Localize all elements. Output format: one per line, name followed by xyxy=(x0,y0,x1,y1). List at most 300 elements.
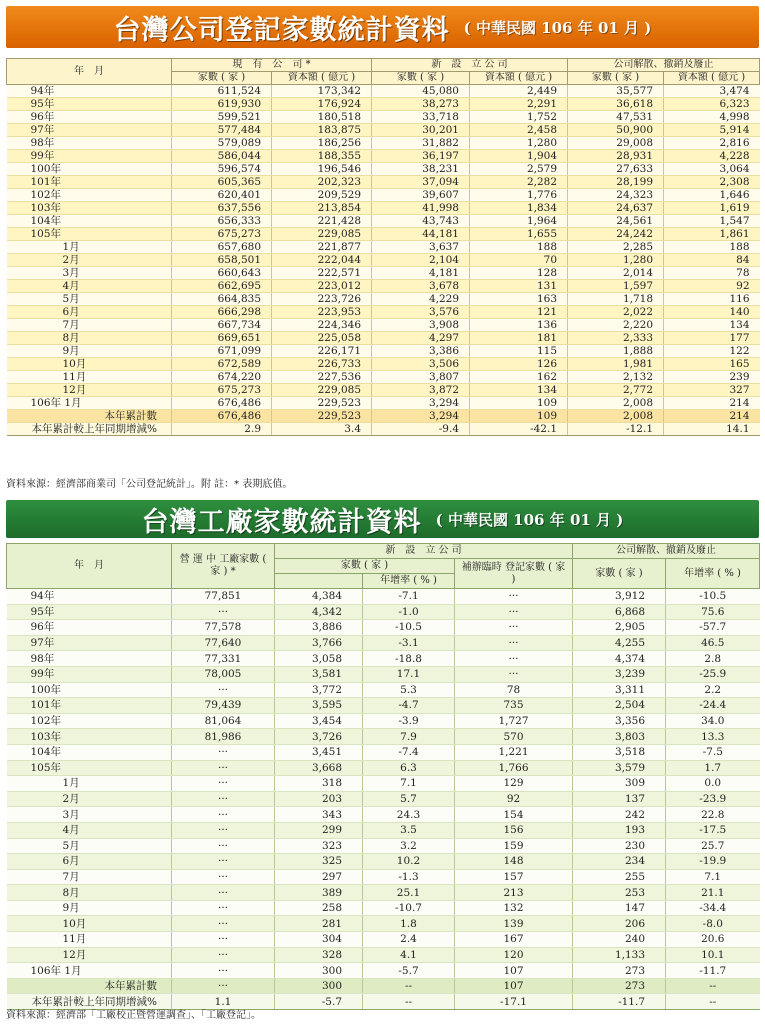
table-cell: 134 xyxy=(664,319,760,332)
table-cell: 4,384 xyxy=(275,589,363,605)
table-row xyxy=(7,666,760,682)
table-cell: ··· xyxy=(172,776,275,792)
table-cell: -7.1 xyxy=(363,589,455,605)
table-row xyxy=(7,176,760,189)
factory-stats-source: 資料來源：經濟部「工廠校正暨營運調查」、「工廠登記」。 xyxy=(6,1010,261,1021)
row-label: 本年累計數 xyxy=(7,978,172,994)
row-label: 5月 xyxy=(7,293,172,306)
table-cell: 273 xyxy=(573,978,666,994)
table-cell: ··· xyxy=(172,838,275,854)
table-cell: 177 xyxy=(664,332,760,345)
row-label: 96年 xyxy=(7,620,172,636)
table-cell: 605,365 xyxy=(172,176,272,189)
table-cell: 2,333 xyxy=(568,332,664,345)
table-cell: 196,546 xyxy=(272,163,372,176)
table-cell: 159 xyxy=(455,838,573,854)
row-label: 94年 xyxy=(7,589,172,605)
table-cell: 28,931 xyxy=(568,150,664,163)
table-cell: 4,297 xyxy=(372,332,470,345)
table-cell: ··· xyxy=(172,947,275,963)
table-cell: 188,355 xyxy=(272,150,372,163)
table-cell: 1,655 xyxy=(470,228,568,241)
table-cell: 253 xyxy=(573,885,666,901)
table-cell: 4,998 xyxy=(664,111,760,124)
row-label: 101年 xyxy=(7,176,172,189)
table-cell: 619,930 xyxy=(172,98,272,111)
row-label: 1月 xyxy=(7,241,172,254)
table-cell: 81,986 xyxy=(172,729,275,745)
table-cell: 17.1 xyxy=(363,666,455,682)
table-row xyxy=(7,267,760,280)
table-cell: 3,058 xyxy=(275,651,363,667)
table-cell: ··· xyxy=(172,869,275,885)
table-cell: -10.5 xyxy=(666,589,760,605)
table-cell: 222,044 xyxy=(272,254,372,267)
table-cell: -3.1 xyxy=(363,635,455,651)
row-label: 6月 xyxy=(7,306,172,319)
table-cell: 579,089 xyxy=(172,137,272,150)
table-cell: ··· xyxy=(455,651,573,667)
table-cell: 5,914 xyxy=(664,124,760,137)
table-cell: 325 xyxy=(275,854,363,870)
table-cell: -11.7 xyxy=(666,963,760,979)
table-cell: 662,695 xyxy=(172,280,272,293)
table-cell: 2.9 xyxy=(172,423,272,436)
table-cell: 3,311 xyxy=(573,682,666,698)
table-cell: 5.7 xyxy=(363,791,455,807)
table-cell: 77,640 xyxy=(172,635,275,651)
table-cell: 2,449 xyxy=(470,85,568,98)
table-cell: 672,589 xyxy=(172,358,272,371)
table-cell: 4,229 xyxy=(372,293,470,306)
table-cell: 1,597 xyxy=(568,280,664,293)
table-row xyxy=(7,854,760,870)
table-cell: 318 xyxy=(275,776,363,792)
table-cell: 664,835 xyxy=(172,293,272,306)
table-cell: 186,256 xyxy=(272,137,372,150)
table-cell: ··· xyxy=(172,932,275,948)
table-row xyxy=(7,163,760,176)
table-cell: 223,953 xyxy=(272,306,372,319)
row-label: 11月 xyxy=(7,371,172,384)
row-label: 2月 xyxy=(7,791,172,807)
header-operating-factories: 營 運 中 工廠家數 ( 家 ) * xyxy=(172,544,275,589)
table-cell: 29,008 xyxy=(568,137,664,150)
table-row xyxy=(7,651,760,667)
table-cell: 3,581 xyxy=(275,666,363,682)
table-cell: 1,280 xyxy=(568,254,664,267)
table-cell: 31,882 xyxy=(372,137,470,150)
table-cell: 7.1 xyxy=(363,776,455,792)
header-count: 家數 ( 家 ) xyxy=(573,559,666,589)
table-row xyxy=(7,620,760,636)
table-cell: -5.7 xyxy=(275,994,363,1010)
row-label: 100年 xyxy=(7,163,172,176)
table-cell: 637,556 xyxy=(172,202,272,215)
row-label: 8月 xyxy=(7,332,172,345)
table-cell: 6,868 xyxy=(573,604,666,620)
row-label: 3月 xyxy=(7,267,172,280)
table-cell: -18.8 xyxy=(363,651,455,667)
table-cell: 229,523 xyxy=(272,397,372,410)
table-cell: 1,280 xyxy=(470,137,568,150)
factory-stats-banner xyxy=(6,500,759,538)
table-cell: 3,803 xyxy=(573,729,666,745)
row-label: 99年 xyxy=(7,666,172,682)
table-cell: 131 xyxy=(470,280,568,293)
table-cell: ··· xyxy=(172,978,275,994)
table-cell: 154 xyxy=(455,807,573,823)
table-row xyxy=(7,760,760,776)
table-cell: 1,766 xyxy=(455,760,573,776)
row-label: 101年 xyxy=(7,698,172,714)
table-cell: -34.4 xyxy=(666,900,760,916)
table-cell: 586,044 xyxy=(172,150,272,163)
table-cell: 1,646 xyxy=(664,189,760,202)
table-cell: 656,333 xyxy=(172,215,272,228)
table-cell: 229,085 xyxy=(272,384,372,397)
row-label: 102年 xyxy=(7,189,172,202)
table-cell: 188 xyxy=(470,241,568,254)
table-cell: 33,718 xyxy=(372,111,470,124)
table-cell: 2,104 xyxy=(372,254,470,267)
table-cell: 13.3 xyxy=(666,729,760,745)
table-cell: 223,012 xyxy=(272,280,372,293)
table-cell: 4,181 xyxy=(372,267,470,280)
table-cell: 674,220 xyxy=(172,371,272,384)
table-cell: 27,633 xyxy=(568,163,664,176)
table-cell: ··· xyxy=(172,604,275,620)
table-cell: 1,776 xyxy=(470,189,568,202)
table-cell: 37,094 xyxy=(372,176,470,189)
table-cell: 25.1 xyxy=(363,885,455,901)
header-capital: 資本額 ( 億元 ) xyxy=(470,72,568,85)
table-row xyxy=(7,776,760,792)
table-cell: 3,772 xyxy=(275,682,363,698)
table-cell: 2,579 xyxy=(470,163,568,176)
table-cell: ··· xyxy=(172,807,275,823)
table-row xyxy=(7,963,760,979)
row-label: 95年 xyxy=(7,98,172,111)
table-row xyxy=(7,822,760,838)
table-cell: 44,181 xyxy=(372,228,470,241)
row-label: 11月 xyxy=(7,932,172,948)
table-row xyxy=(7,869,760,885)
table-cell: 3,239 xyxy=(573,666,666,682)
table-cell: 128 xyxy=(470,267,568,280)
table-cell: 77,331 xyxy=(172,651,275,667)
table-row xyxy=(7,744,760,760)
table-cell: 36,197 xyxy=(372,150,470,163)
table-cell: 28,199 xyxy=(568,176,664,189)
table-cell: 81,064 xyxy=(172,713,275,729)
table-cell: 116 xyxy=(664,293,760,306)
company-stats-subtitle: ( 中華民國 106 年 01 月 ) xyxy=(463,18,652,37)
table-cell: -1.0 xyxy=(363,604,455,620)
table-cell: 38,231 xyxy=(372,163,470,176)
table-cell: 304 xyxy=(275,932,363,948)
table-cell: 3,576 xyxy=(372,306,470,319)
row-label: 103年 xyxy=(7,729,172,745)
table-cell: 3,668 xyxy=(275,760,363,776)
table-cell: 3,595 xyxy=(275,698,363,714)
table-cell: 221,428 xyxy=(272,215,372,228)
table-cell: 165 xyxy=(664,358,760,371)
table-cell: 3,912 xyxy=(573,589,666,605)
table-cell: 3,356 xyxy=(573,713,666,729)
table-row xyxy=(7,111,760,124)
table-cell: 3,294 xyxy=(372,397,470,410)
table-cell: 77,578 xyxy=(172,620,275,636)
table-cell: 167 xyxy=(455,932,573,948)
table-cell: 240 xyxy=(573,932,666,948)
table-cell: ··· xyxy=(172,963,275,979)
table-cell: 2,008 xyxy=(568,410,664,423)
header-count-sub xyxy=(275,574,363,589)
table-cell: 577,484 xyxy=(172,124,272,137)
table-cell: 47,531 xyxy=(568,111,664,124)
table-cell: -17.1 xyxy=(455,994,573,1010)
table-row xyxy=(7,900,760,916)
table-cell: 281 xyxy=(275,916,363,932)
table-cell: 226,171 xyxy=(272,345,372,358)
table-cell: 79,439 xyxy=(172,698,275,714)
table-cell: -3.9 xyxy=(363,713,455,729)
table-row xyxy=(7,932,760,948)
table-cell: 227,536 xyxy=(272,371,372,384)
row-label: 7月 xyxy=(7,319,172,332)
table-cell: 109 xyxy=(470,397,568,410)
table-cell: 7.9 xyxy=(363,729,455,745)
row-label: 7月 xyxy=(7,869,172,885)
table-row xyxy=(7,124,760,137)
row-label: 5月 xyxy=(7,838,172,854)
factory-stats-subtitle: ( 中華民國 106 年 01 月 ) xyxy=(435,510,624,529)
table-cell: 3,506 xyxy=(372,358,470,371)
table-cell: 2,905 xyxy=(573,620,666,636)
row-label: 104年 xyxy=(7,215,172,228)
table-cell: 202,323 xyxy=(272,176,372,189)
row-label: 103年 xyxy=(7,202,172,215)
table-cell: 1,727 xyxy=(455,713,573,729)
table-row xyxy=(7,604,760,620)
table-cell: -5.7 xyxy=(363,963,455,979)
table-cell: 226,733 xyxy=(272,358,372,371)
table-cell: 676,486 xyxy=(172,410,272,423)
table-cell: 193 xyxy=(573,822,666,838)
table-cell: 203 xyxy=(275,791,363,807)
table-cell: 0.0 xyxy=(666,776,760,792)
table-cell: ··· xyxy=(172,822,275,838)
table-cell: 75.6 xyxy=(666,604,760,620)
table-cell: 3.2 xyxy=(363,838,455,854)
tot-row xyxy=(7,410,760,423)
table-cell: 107 xyxy=(455,978,573,994)
table-cell: 735 xyxy=(455,698,573,714)
table-cell: 258 xyxy=(275,900,363,916)
table-cell: 3,766 xyxy=(275,635,363,651)
table-cell: 1,547 xyxy=(664,215,760,228)
table-cell: 77,851 xyxy=(172,589,275,605)
table-cell: 300 xyxy=(275,978,363,994)
header-growth: 年增率 ( % ) xyxy=(363,574,455,589)
table-cell: 2,220 xyxy=(568,319,664,332)
table-cell: 46.5 xyxy=(666,635,760,651)
table-cell: 297 xyxy=(275,869,363,885)
table-cell: 620,401 xyxy=(172,189,272,202)
table-cell: ··· xyxy=(172,900,275,916)
table-cell: 2,285 xyxy=(568,241,664,254)
table-cell: 84 xyxy=(664,254,760,267)
table-cell: -10.7 xyxy=(363,900,455,916)
table-cell: 136 xyxy=(470,319,568,332)
table-row xyxy=(7,916,760,932)
company-stats-source: 資料來源：經濟部商業司「公司登記統計」。附 註：* 表期底值。 xyxy=(6,479,293,490)
table-cell: -- xyxy=(363,994,455,1010)
table-row xyxy=(7,98,760,111)
table-cell: 115 xyxy=(470,345,568,358)
table-cell: 1,133 xyxy=(573,947,666,963)
table-cell: 122 xyxy=(664,345,760,358)
table-cell: ··· xyxy=(172,791,275,807)
row-label: 106年 1月 xyxy=(7,397,172,410)
row-label: 99年 xyxy=(7,150,172,163)
table-cell: 1,981 xyxy=(568,358,664,371)
table-cell: 126 xyxy=(470,358,568,371)
table-cell: 299 xyxy=(275,822,363,838)
table-cell: 121 xyxy=(470,306,568,319)
table-row xyxy=(7,791,760,807)
table-cell: 3,637 xyxy=(372,241,470,254)
company-stats-table xyxy=(6,58,760,436)
header-capital: 資本額 ( 億元 ) xyxy=(664,72,760,85)
table-cell: ··· xyxy=(172,916,275,932)
table-cell: 4,342 xyxy=(275,604,363,620)
table-cell: 3.5 xyxy=(363,822,455,838)
table-cell: 5.3 xyxy=(363,682,455,698)
table-row xyxy=(7,189,760,202)
table-cell: 3,807 xyxy=(372,371,470,384)
header-year-month: 年 月 xyxy=(7,59,172,85)
table-cell: -- xyxy=(666,994,760,1010)
factory-stats-title: 台灣工廠家數統計資料 xyxy=(141,506,422,538)
table-cell: 4,228 xyxy=(664,150,760,163)
table-cell: 6.3 xyxy=(363,760,455,776)
table-row xyxy=(7,215,760,228)
row-label: 97年 xyxy=(7,635,172,651)
table-cell: 214 xyxy=(664,410,760,423)
table-cell: 92 xyxy=(455,791,573,807)
table-cell: 41,998 xyxy=(372,202,470,215)
header-new-companies: 新 設 立 公 司 xyxy=(372,59,568,72)
table-cell: 675,273 xyxy=(172,228,272,241)
table-cell: 1,888 xyxy=(568,345,664,358)
table-row xyxy=(7,150,760,163)
table-cell: -10.5 xyxy=(363,620,455,636)
table-cell: -1.3 xyxy=(363,869,455,885)
table-cell: 1,861 xyxy=(664,228,760,241)
company-stats-banner xyxy=(6,6,759,48)
table-cell: ··· xyxy=(455,604,573,620)
row-label: 104年 xyxy=(7,744,172,760)
table-cell: 132 xyxy=(455,900,573,916)
table-cell: 2,816 xyxy=(664,137,760,150)
table-cell: 209,529 xyxy=(272,189,372,202)
table-row xyxy=(7,345,760,358)
table-cell: 24,323 xyxy=(568,189,664,202)
header-growth: 年增率 ( % ) xyxy=(666,559,760,589)
table-row xyxy=(7,371,760,384)
table-cell: 1,221 xyxy=(455,744,573,760)
row-label: 10月 xyxy=(7,916,172,932)
tot-row xyxy=(7,978,760,994)
table-cell: 25.7 xyxy=(666,838,760,854)
table-cell: 273 xyxy=(573,963,666,979)
table-cell: 176,924 xyxy=(272,98,372,111)
table-cell: 1,752 xyxy=(470,111,568,124)
table-cell: 1.8 xyxy=(363,916,455,932)
table-row xyxy=(7,838,760,854)
table-cell: 78 xyxy=(664,267,760,280)
table-cell: 78,005 xyxy=(172,666,275,682)
table-cell: 3.4 xyxy=(272,423,372,436)
table-row xyxy=(7,241,760,254)
table-cell: -7.4 xyxy=(363,744,455,760)
table-cell: 139 xyxy=(455,916,573,932)
table-cell: ··· xyxy=(172,744,275,760)
table-cell: 4.1 xyxy=(363,947,455,963)
table-row xyxy=(7,358,760,371)
header-count: 家數 ( 家 ) xyxy=(275,559,455,574)
table-cell: 225,058 xyxy=(272,332,372,345)
table-cell: 148 xyxy=(455,854,573,870)
row-label: 100年 xyxy=(7,682,172,698)
row-label: 106年 1月 xyxy=(7,963,172,979)
table-cell: ··· xyxy=(455,666,573,682)
table-cell: 3,386 xyxy=(372,345,470,358)
table-cell: 30,201 xyxy=(372,124,470,137)
table-cell: 109 xyxy=(470,410,568,423)
row-label: 105年 xyxy=(7,760,172,776)
table-row xyxy=(7,807,760,823)
table-cell: 570 xyxy=(455,729,573,745)
table-row xyxy=(7,947,760,963)
table-cell: 2,014 xyxy=(568,267,664,280)
row-label: 4月 xyxy=(7,822,172,838)
table-cell: 1,834 xyxy=(470,202,568,215)
table-cell: 1,964 xyxy=(470,215,568,228)
table-cell: 134 xyxy=(470,384,568,397)
table-cell: 2.4 xyxy=(363,932,455,948)
header-existing-companies: 現 有 公 司 * xyxy=(172,59,372,72)
table-row xyxy=(7,293,760,306)
table-cell: 24.3 xyxy=(363,807,455,823)
table-cell: 3,064 xyxy=(664,163,760,176)
table-cell: ··· xyxy=(172,885,275,901)
row-label: 9月 xyxy=(7,345,172,358)
table-cell: 239 xyxy=(664,371,760,384)
header-capital: 資本額 ( 億元 ) xyxy=(272,72,372,85)
last-row xyxy=(7,423,760,436)
table-cell: 666,298 xyxy=(172,306,272,319)
header-closed-factories: 公司解散、撤銷及廢止 xyxy=(573,544,760,559)
table-cell: 140 xyxy=(664,306,760,319)
table-cell: 162 xyxy=(470,371,568,384)
row-label: 本年累計較上年同期增減% xyxy=(7,423,172,436)
table-cell: 3,474 xyxy=(664,85,760,98)
table-cell: 214 xyxy=(664,397,760,410)
table-cell: 21.1 xyxy=(666,885,760,901)
